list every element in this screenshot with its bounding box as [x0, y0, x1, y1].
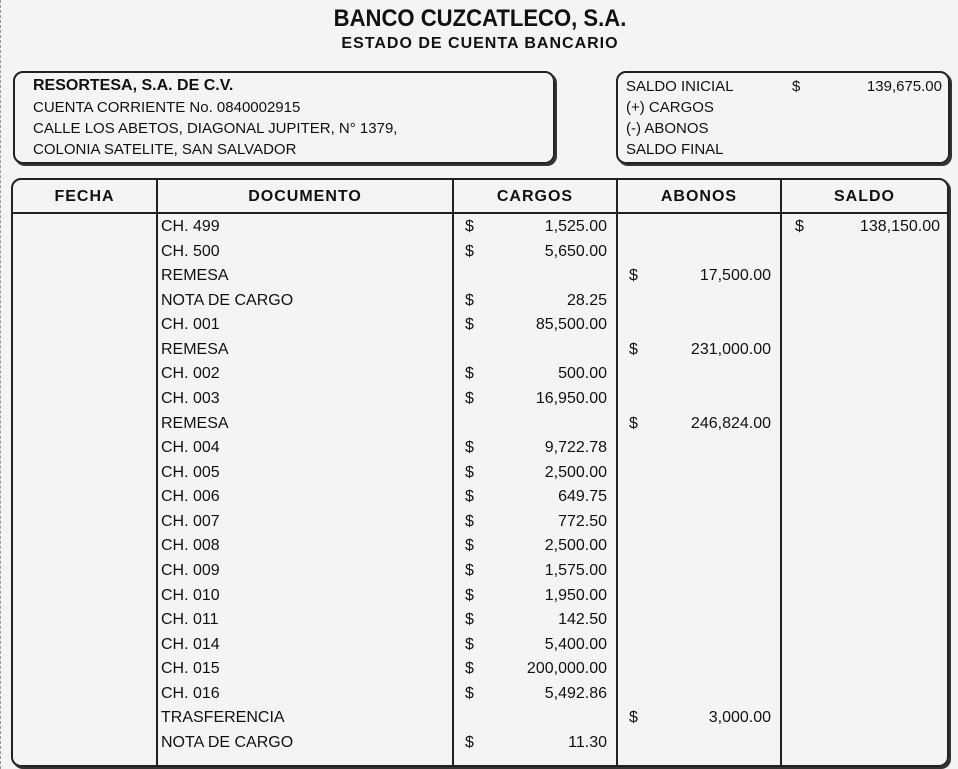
cargo-amount: 1,575.00 — [544, 561, 607, 579]
client-info-box — [13, 71, 555, 164]
saldo-amount: 138,150.00 — [859, 218, 940, 235]
abono-currency: $ — [629, 709, 638, 727]
document-cell: CH. 003 — [161, 389, 220, 407]
abono-currency: $ — [629, 414, 638, 432]
cargo-amount: 772.50 — [558, 512, 607, 530]
abono-amount: 246,824.00 — [690, 414, 771, 432]
document-cell: CH. 008 — [161, 537, 220, 555]
cargo-currency: $ — [465, 439, 474, 457]
header-documento: DOCUMENTO — [248, 188, 362, 205]
document-cell: CH. 004 — [161, 439, 220, 457]
saldo-inicial-value: 139,675.00 — [866, 78, 942, 95]
cargo-currency: $ — [465, 365, 474, 383]
cargo-currency: $ — [465, 684, 474, 702]
cargo-amount: 85,500.00 — [535, 316, 607, 334]
column-divider — [616, 180, 618, 765]
cargo-currency: $ — [465, 561, 474, 579]
saldo-currency: $ — [795, 218, 804, 235]
abono-currency: $ — [629, 340, 638, 358]
account-number: CUENTA CORRIENTE No. 0840002915 — [33, 99, 301, 116]
cargo-amount: 1,950.00 — [544, 586, 607, 604]
cargo-currency: $ — [465, 586, 474, 604]
saldo-inicial-label: SALDO INICIAL — [626, 78, 734, 95]
cargo-amount: 200,000.00 — [526, 660, 607, 678]
header-saldo: SALDO — [834, 188, 895, 205]
currency-symbol: $ — [792, 78, 801, 95]
header-abonos: ABONOS — [660, 188, 738, 205]
abono-currency: $ — [629, 267, 638, 285]
cargo-currency: $ — [465, 660, 474, 678]
statement-title: ESTADO DE CUENTA BANCARIO — [341, 35, 619, 52]
cargo-currency: $ — [465, 242, 474, 260]
cargo-amount: 16,950.00 — [535, 389, 607, 407]
document-cell: NOTA DE CARGO — [161, 291, 294, 309]
cargo-amount: 2,500.00 — [544, 463, 607, 481]
cargo-amount: 5,400.00 — [544, 635, 607, 653]
column-divider — [156, 180, 158, 765]
document-cell: CH. 005 — [161, 463, 220, 481]
document-cell: CH. 010 — [161, 586, 220, 604]
cargo-currency: $ — [465, 611, 474, 629]
abonos-label: (-) ABONOS — [626, 120, 709, 137]
cargo-amount: 5,492.86 — [544, 684, 607, 702]
client-name: RESORTESA, S.A. DE C.V. — [33, 77, 234, 94]
document-cell: CH. 016 — [161, 684, 220, 702]
cargo-currency: $ — [465, 218, 474, 235]
abono-amount: 231,000.00 — [690, 340, 771, 358]
cargo-currency: $ — [465, 463, 474, 481]
document-cell: CH. 002 — [161, 365, 220, 383]
cargo-amount: 28.25 — [566, 291, 607, 309]
cargo-amount: 1,525.00 — [544, 218, 607, 235]
document-cell: CH. 006 — [161, 488, 220, 506]
document-cell: CH. 499 — [161, 218, 220, 235]
document-cell: REMESA — [161, 414, 229, 432]
document-cell: TRASFERENCIA — [161, 709, 285, 727]
saldo-final-label: SALDO FINAL — [626, 141, 724, 158]
cargo-currency: $ — [465, 537, 474, 555]
address-line-1: CALLE LOS ABETOS, DIAGONAL JUPITER, N° 1379, — [33, 120, 398, 137]
cargo-amount: 9,722.78 — [544, 439, 607, 457]
address-line-2: COLONIA SATELITE, SAN SALVADOR — [33, 141, 297, 158]
cargo-amount: 11.30 — [568, 733, 607, 751]
cargo-currency: $ — [465, 316, 474, 334]
header-fecha: FECHA — [54, 188, 115, 205]
cargo-amount: 2,500.00 — [544, 537, 607, 555]
document-cell: CH. 001 — [161, 316, 220, 334]
header-cargos: CARGOS — [496, 188, 574, 205]
cargo-currency: $ — [465, 488, 474, 506]
document-cell: CH. 500 — [161, 242, 220, 260]
cargo-currency: $ — [465, 733, 474, 751]
cargo-amount: 500.00 — [558, 365, 607, 383]
cargo-currency: $ — [465, 635, 474, 653]
document-cell: NOTA DE CARGO — [161, 733, 294, 751]
column-divider — [780, 180, 782, 765]
cargos-label: (+) CARGOS — [626, 99, 714, 116]
cargo-amount: 142.50 — [558, 611, 607, 629]
document-cell: CH. 015 — [161, 660, 220, 678]
document-cell: REMESA — [161, 267, 229, 285]
cargo-currency: $ — [465, 291, 474, 309]
cargo-currency: $ — [465, 389, 474, 407]
header-divider — [13, 212, 947, 214]
cargo-currency: $ — [465, 512, 474, 530]
transactions-table — [11, 178, 949, 767]
balance-summary-box — [616, 71, 950, 164]
document-cell: REMESA — [161, 340, 229, 358]
abono-amount: 3,000.00 — [708, 709, 771, 727]
cargo-amount: 649.75 — [558, 488, 607, 506]
document-cell: CH. 009 — [161, 561, 220, 579]
document-cell: CH. 011 — [161, 611, 219, 629]
document-cell: CH. 007 — [161, 512, 220, 530]
bank-name: BANCO CUZCATLECO, S.A. — [333, 5, 627, 32]
abono-amount: 17,500.00 — [699, 267, 771, 285]
column-divider — [452, 180, 454, 765]
cargo-amount: 5,650.00 — [544, 242, 607, 260]
document-cell: CH. 014 — [161, 635, 220, 653]
